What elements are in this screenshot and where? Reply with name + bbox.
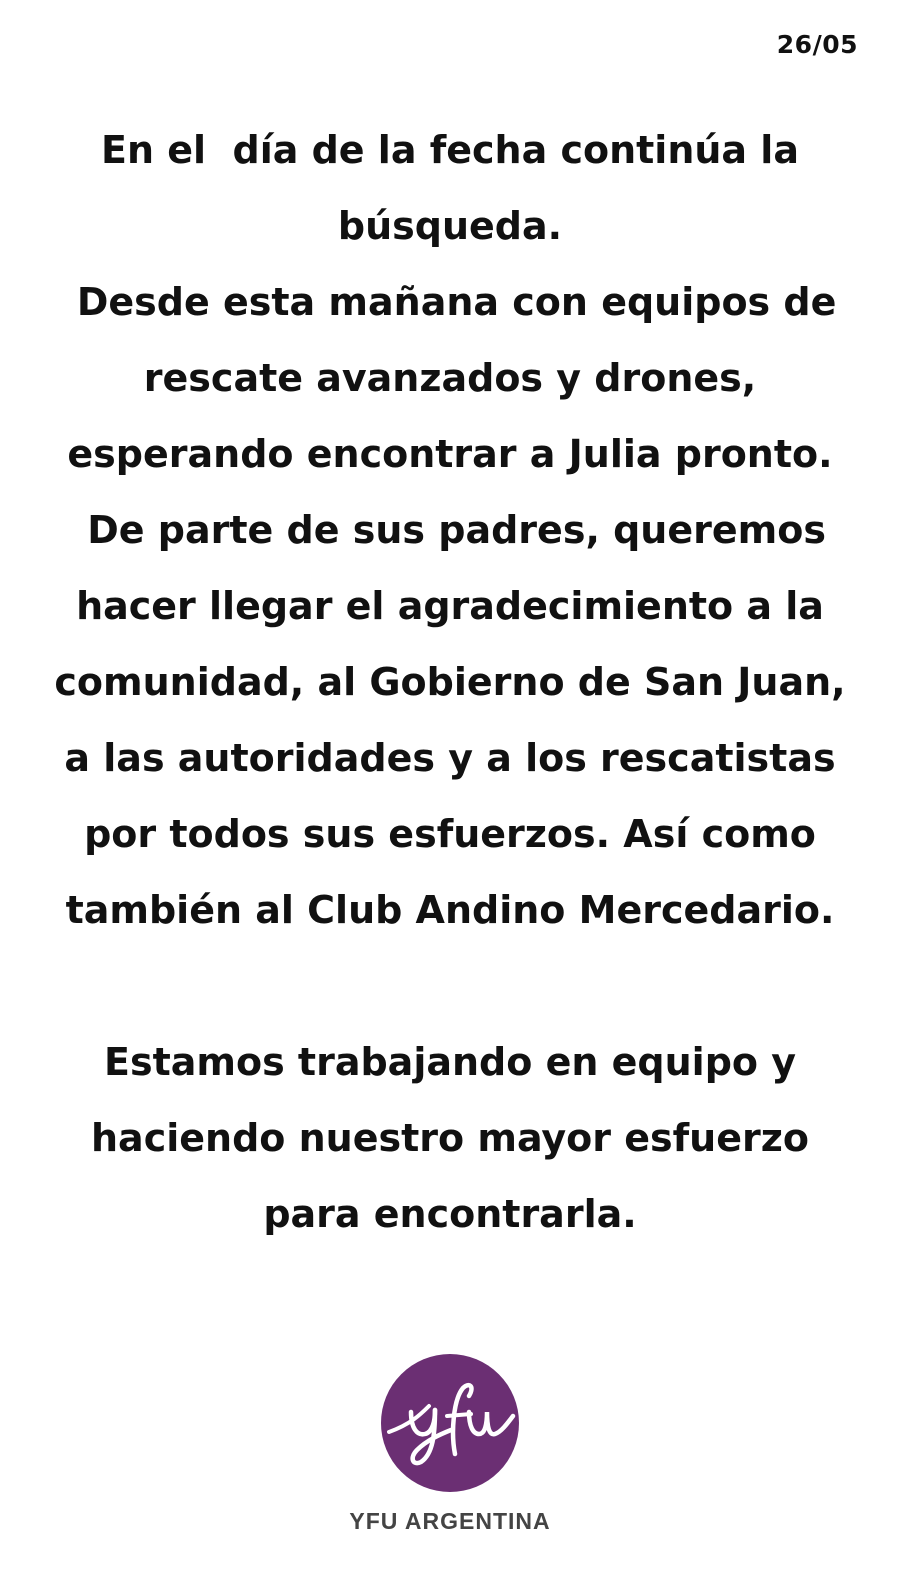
statement-line: De parte de sus padres, queremos bbox=[74, 508, 826, 552]
yfu-logo-mark bbox=[381, 1354, 519, 1492]
statement-line: también al Club Andino Mercedario. bbox=[65, 888, 835, 932]
org-name: YFU ARGENTINA bbox=[349, 1508, 551, 1534]
paragraph-spacer bbox=[0, 948, 900, 1024]
statement-line: En el día de la fecha continúa la bbox=[101, 128, 799, 172]
statement-line: hacer llegar el agradecimiento a la bbox=[76, 584, 824, 628]
statement-line: comunidad, al Gobierno de San Juan, bbox=[54, 660, 846, 704]
statement-line: por todos sus esfuerzos. Así como bbox=[84, 812, 816, 856]
statement-line: Estamos trabajando en equipo y bbox=[104, 1040, 796, 1084]
date-label: 26/05 bbox=[776, 30, 858, 59]
statement-line: búsqueda. bbox=[337, 204, 563, 248]
statement-line: a las autoridades y a los rescatistas bbox=[64, 736, 836, 780]
statement-line: haciendo nuestro mayor esfuerzo bbox=[91, 1116, 809, 1160]
statement-line: Desde esta mañana con equipos de bbox=[63, 280, 837, 324]
statement-line: rescate avanzados y drones, bbox=[143, 356, 757, 400]
statement-line: esperando encontrar a Julia pronto. bbox=[67, 432, 833, 476]
statement-line: para encontrarla. bbox=[263, 1192, 637, 1236]
yfu-logo-icon bbox=[381, 1354, 519, 1492]
statement-text bbox=[0, 112, 900, 1252]
